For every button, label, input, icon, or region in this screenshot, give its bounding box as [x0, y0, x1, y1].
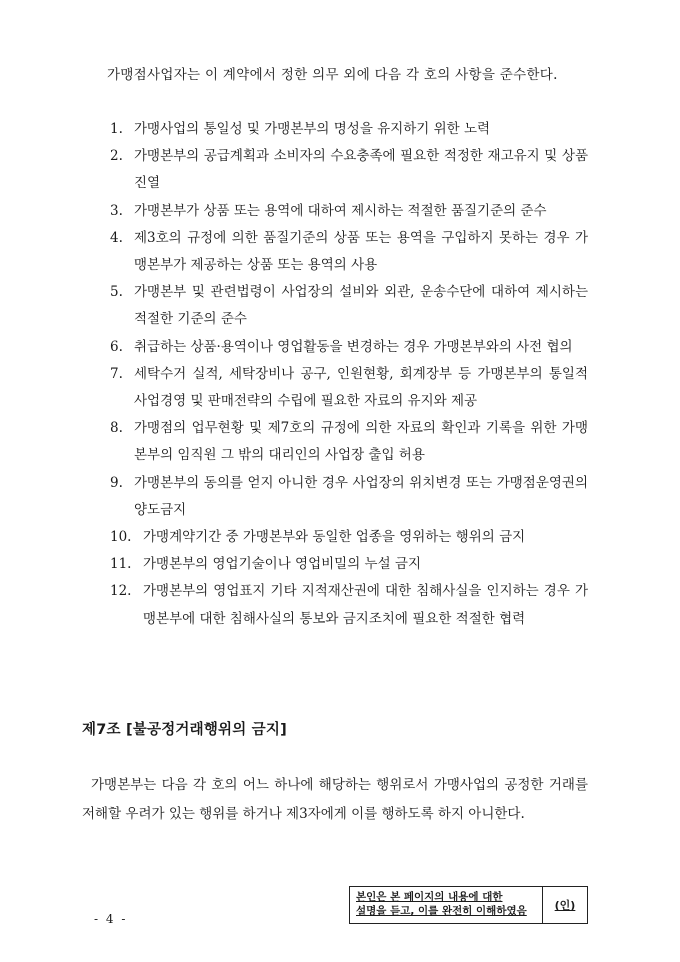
page-number: - 4 - — [94, 912, 128, 926]
list-item — [110, 279, 588, 333]
list-item-number: 6. — [110, 338, 123, 355]
list-item-number: 11. — [110, 556, 132, 573]
seal-field: (인) — [554, 899, 576, 912]
list-item-text: 가맹점의 업무현황 및 제7호의 규정에 의한 자료의 확인과 기록을 위한 가맹본부의 임직원 그 밖의 대리인의 사업장 출입 허용 — [134, 420, 588, 464]
list-item-text: 가맹본부 및 관련법령이 사업장의 설비와 외관, 운송수단에 대하여 제시하는 적절한 기준의 준수 — [134, 284, 588, 328]
list-item — [110, 225, 588, 279]
list-item — [110, 551, 588, 578]
article-heading: 제7조 [불공정거래행위의 금지] — [82, 722, 287, 738]
acknowledgement-line-1: 본인은 본 페이지의 내용에 대한 — [356, 891, 503, 903]
article-paragraph: 가맹본부는 다음 각 호의 어느 하나에 해당하는 행위로서 가맹사업의 공정한 거래를 저해할 우려가 있는 행위를 하거나 제3자에게 이를 행하도록 하지 아니한다. — [82, 777, 588, 822]
list-item-number: 10. — [110, 529, 132, 546]
list-item-number: 8. — [110, 420, 123, 437]
list-item — [110, 198, 588, 225]
list-item-text: 세탁수거 실적, 세탁장비나 공구, 인원현황, 회계장부 등 가맹본부의 통일적 사업경영 및 판매전략의 수립에 필요한 자료의 유지와 제공 — [134, 365, 588, 410]
list-item-text: 가맹본부가 상품 또는 용역에 대하여 제시하는 적절한 품질기준의 준수 — [134, 202, 547, 219]
list-item-text: 취급하는 상품·용역이나 영업활동을 변경하는 경우 가맹본부와의 사전 협의 — [134, 338, 573, 355]
list-item-number: 3. — [110, 202, 123, 219]
intro-text: 가맹점사업자는 이 계약에서 정한 의무 외에 다음 각 호의 사항을 준수한다. — [107, 67, 558, 83]
list-item — [110, 116, 588, 143]
list-item-text: 가맹본부의 영업표지 기타 지적재산권에 대한 침해사실을 인지하는 경우 가맹본부에 대한 침해사실의 통보와 금지조치에 필요한 적절한 협력 — [143, 583, 588, 627]
list-item-number: 1. — [110, 121, 123, 137]
list-item-number: 2. — [110, 148, 123, 165]
list-item-number: 12. — [110, 583, 132, 600]
list-item-number: 4. — [110, 229, 123, 246]
list-item-number: 9. — [110, 474, 123, 491]
list-item — [110, 578, 588, 632]
acknowledgement-box — [349, 886, 588, 924]
acknowledgement-line-2: 설명을 듣고, 이를 완전히 이해하였음 — [356, 905, 527, 917]
list-item-number: 7. — [110, 365, 123, 382]
list-item-text: 가맹본부의 공급계획과 소비자의 수요충족에 필요한 적정한 재고유지 및 상품진열 — [134, 148, 588, 192]
list-item — [110, 334, 588, 361]
list-item-text: 가맹사업의 통일성 및 가맹본부의 명성을 유지하기 위한 노력 — [134, 121, 491, 137]
obligation-list — [110, 116, 588, 633]
list-item-text: 가맹계약기간 중 가맹본부와 동일한 업종을 영위하는 행위의 금지 — [143, 529, 526, 546]
list-item-text: 가맹본부의 동의를 얻지 아니한 경우 사업장의 위치변경 또는 가맹점운영권의 양도금지 — [134, 474, 588, 518]
list-item-text: 제3호의 규정에 의한 품질기준의 상품 또는 용역을 구입하지 못하는 경우 가맹본부가 제공하는 상품 또는 용역의 사용 — [134, 229, 588, 274]
list-item — [110, 524, 588, 551]
list-item-number: 5. — [110, 284, 123, 301]
list-item — [110, 143, 588, 197]
acknowledgement-text — [350, 887, 543, 923]
list-item — [110, 361, 588, 415]
list-item — [110, 415, 588, 469]
list-item-text: 가맹본부의 영업기술이나 영업비밀의 누설 금지 — [143, 556, 421, 573]
list-item — [110, 470, 588, 524]
